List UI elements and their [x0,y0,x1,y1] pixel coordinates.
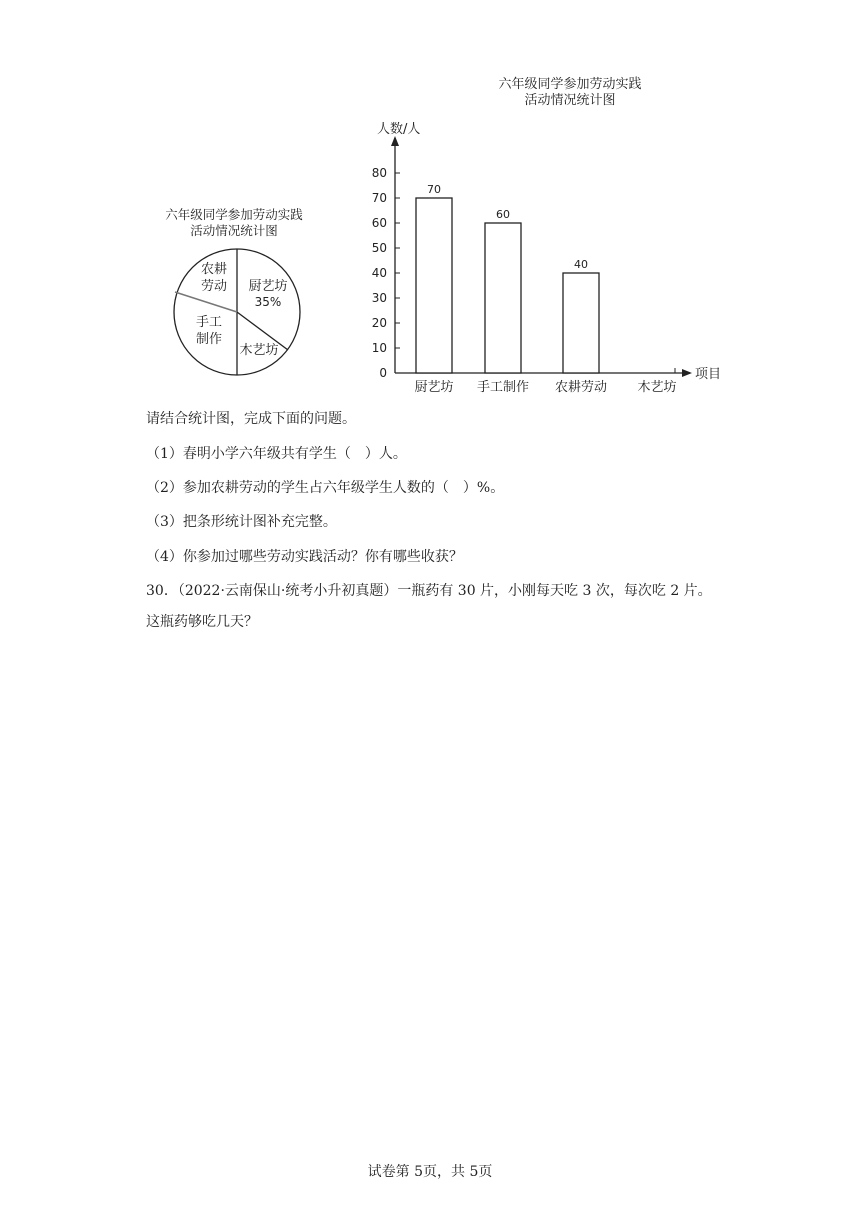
pie-title-line1: 六年级同学参加劳动实践 [165,207,303,222]
y-tick-label: 30 [371,291,387,305]
pie-title-line2: 活动情况统计图 [190,223,278,238]
bar-title-line2: 活动情况统计图 [524,93,616,108]
y-tick-label: 50 [371,241,387,255]
pie-label-shougong-1: 手工 [195,315,223,330]
bar [485,223,521,373]
y-tick-label: 20 [371,316,387,330]
question-2: （2）参加农耕劳动的学生占六年级学生人数的（ ）%。 [146,480,505,496]
y-tick-label: 10 [371,341,387,355]
question-30-line2: 这瓶药够吃几天？ [146,614,258,630]
pie-label-chuyi-pct: 35% [254,295,282,309]
pie-label-nonggeng-2: 劳动 [200,279,228,294]
bar-data-label: 70 [427,183,441,196]
page-footer: 试卷第 5页，共 5页 [367,1164,493,1180]
pie-label-shougong-2: 制作 [195,332,223,347]
pie-label-chuyi: 厨艺坊 [248,279,288,294]
pie-label-muyi: 木艺坊 [239,343,279,358]
y-tick-label: 0 [379,366,387,380]
x-tick-label: 手工制作 [476,380,530,395]
bar-data-label: 60 [496,208,510,221]
instruction-text: 请结合统计图，完成下面的问题。 [146,411,356,427]
pie-chart [150,200,330,380]
question-3: （3）把条形统计图补充完整。 [146,514,337,530]
y-axis-label: 人数/人 [377,122,421,137]
question-1: （1）春明小学六年级共有学生（ ）人。 [146,446,407,462]
y-axis-arrow [391,136,399,146]
x-axis-label: 项目 [695,367,722,382]
bar [563,273,599,373]
question-4: （4）你参加过哪些劳动实践活动？你有哪些收获？ [146,549,463,565]
pie-divider-nonggeng [175,292,237,312]
bar-data-label: 40 [574,258,588,271]
x-tick-label: 木艺坊 [637,380,677,395]
y-tick-label: 70 [371,191,387,205]
y-tick-label: 80 [371,166,387,180]
x-axis-arrow [682,369,692,377]
bar-chart [350,70,740,400]
x-tick-label: 厨艺坊 [414,380,454,395]
x-tick-label: 农耕劳动 [554,380,608,395]
y-tick-label: 60 [371,216,387,230]
bar [416,198,452,373]
y-tick-label: 40 [371,266,387,280]
bar-title-line1: 六年级同学参加劳动实践 [498,77,642,92]
question-30-line1: 30．（2022·云南保山·统考小升初真题）一瓶药有 30 片，小刚每天吃 3 次，每次吃 2 片。 [146,583,712,599]
pie-label-nonggeng-1: 农耕 [200,262,228,277]
